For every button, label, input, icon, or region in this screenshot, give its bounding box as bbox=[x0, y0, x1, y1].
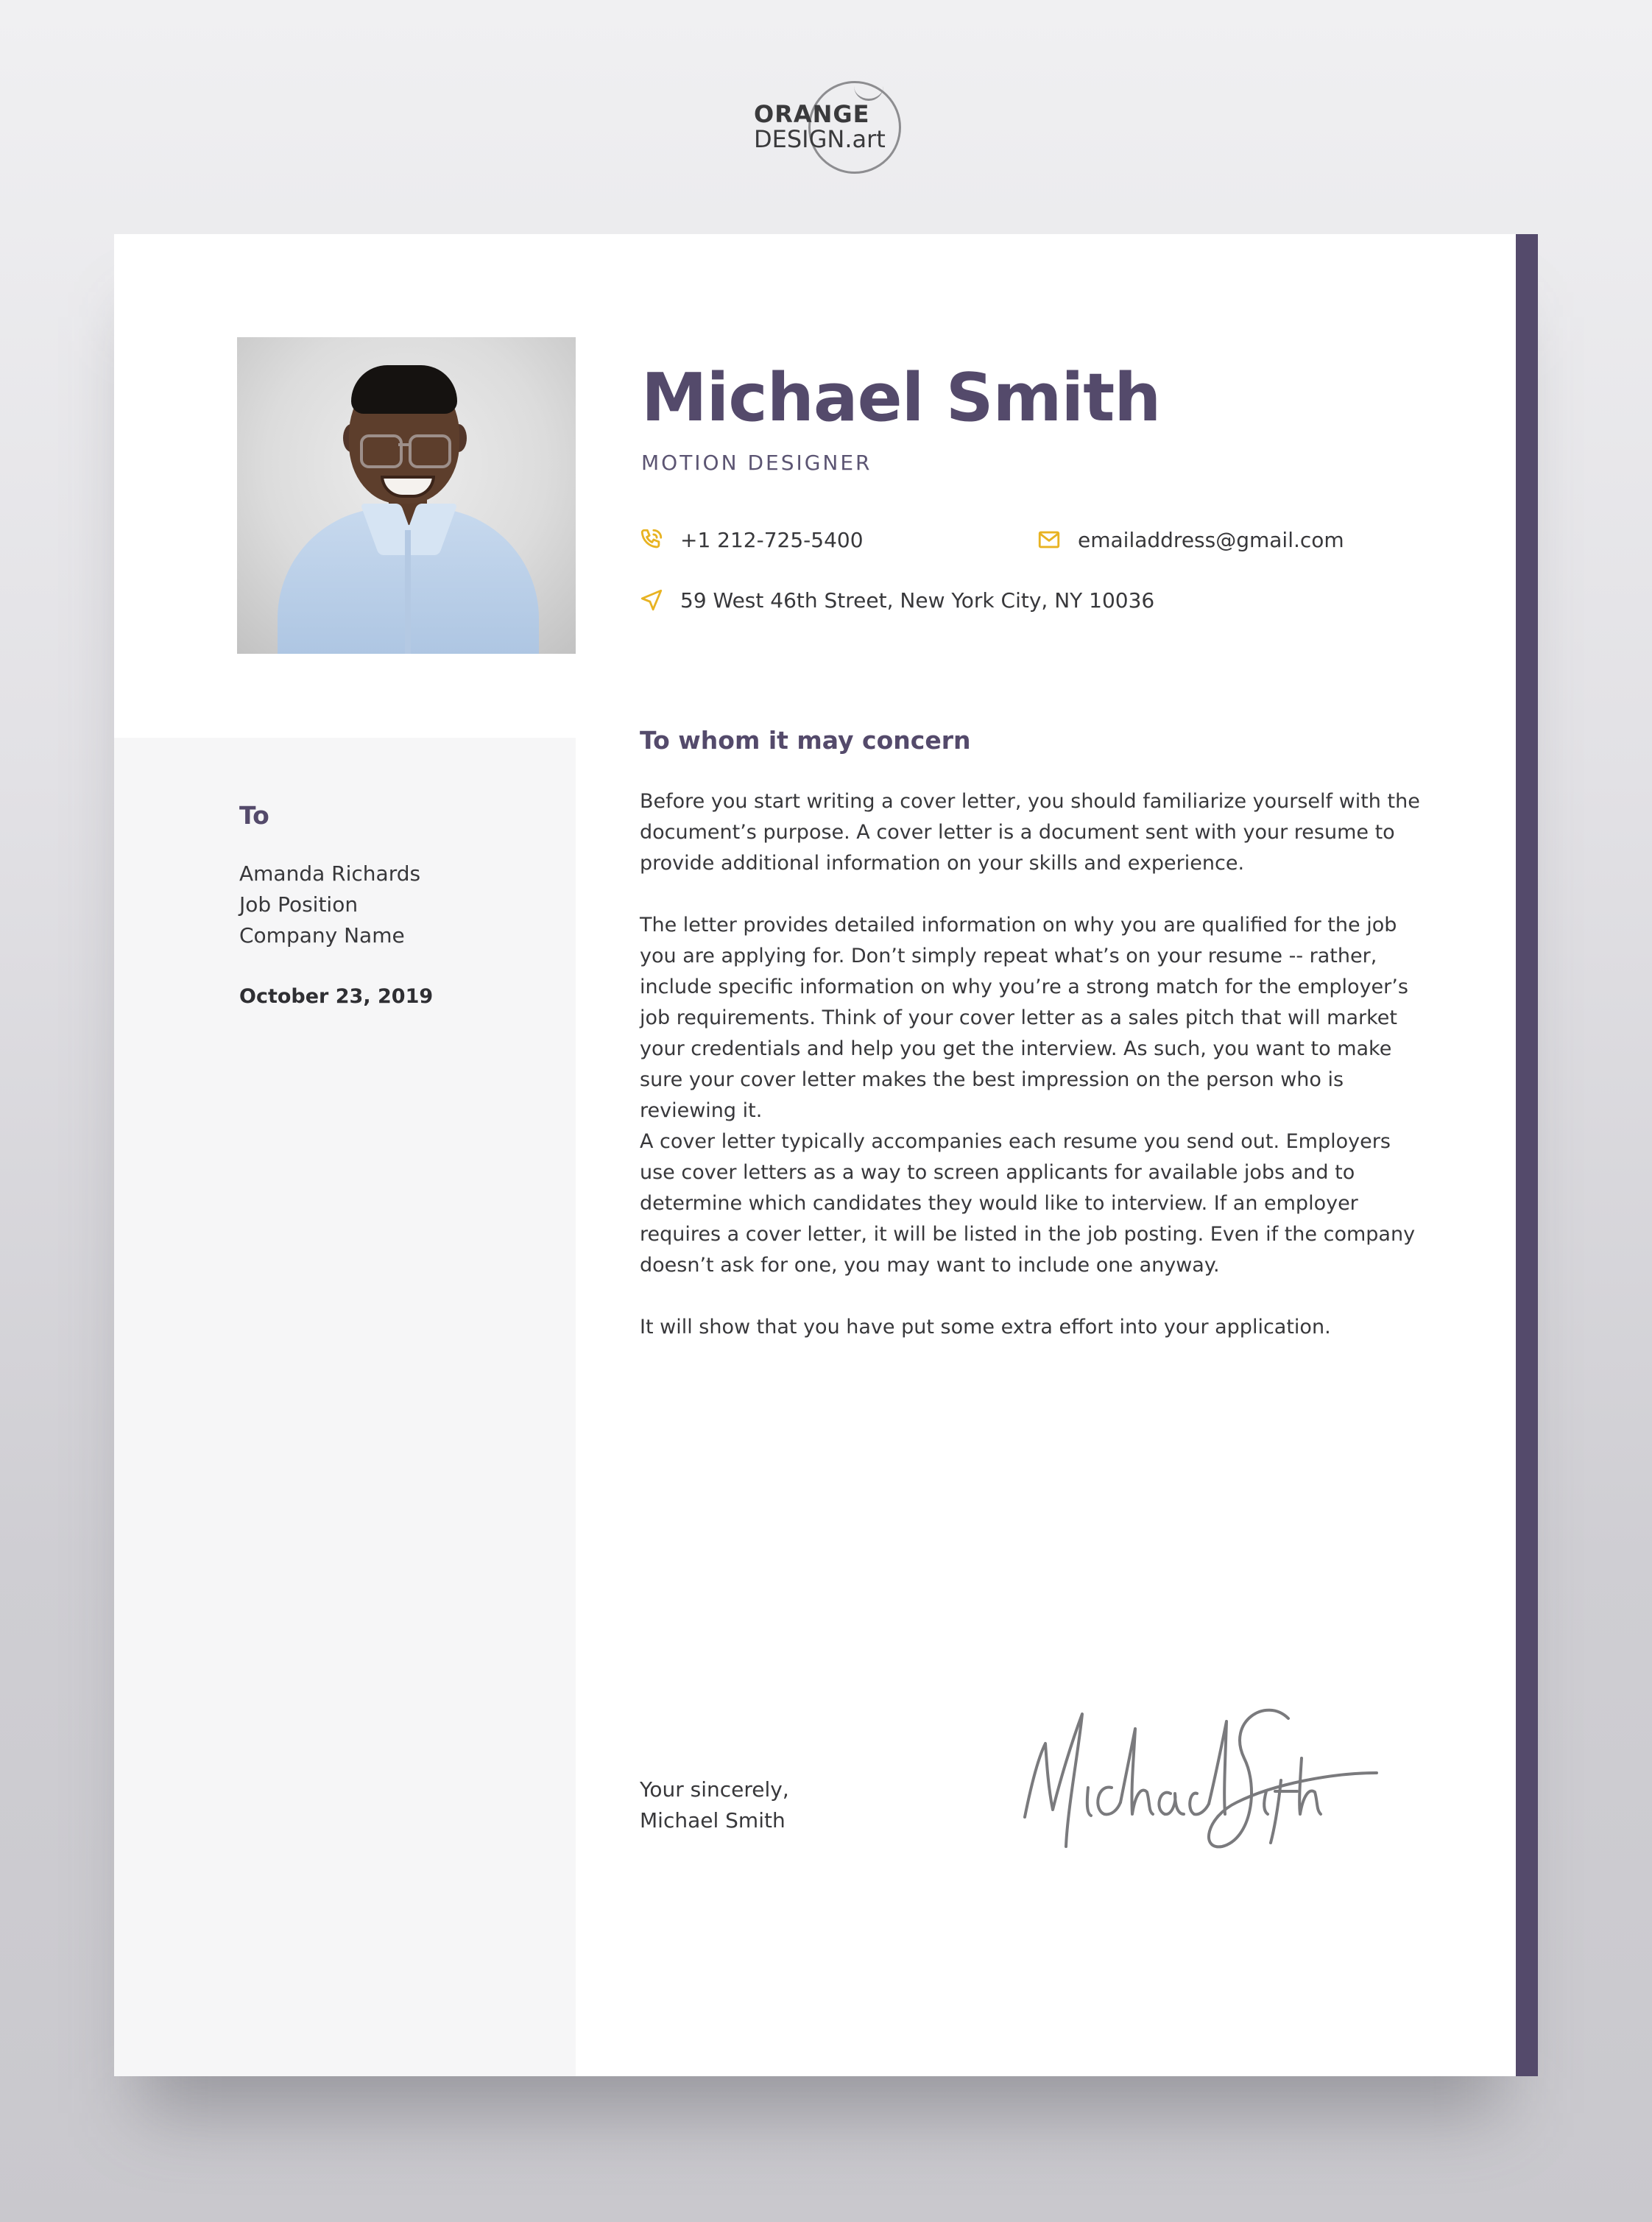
recipient-position: Job Position bbox=[239, 892, 359, 917]
accent-bar bbox=[1516, 234, 1538, 2076]
photo-hair bbox=[351, 365, 457, 414]
letter-paragraph: The letter provides detailed information on why you are qualified for the job you are applying for. Don’t simply repeat what’s on your resume -- rather, include specific information on why you’re a strong match for the employer’s job requirements. Think of your cover letter as a sales pitch that will market your credentials and help you get the interview. As such, you want to make sure your cover letter makes the best impression on the person who is reviewing it. bbox=[640, 914, 1408, 1122]
cover-letter-page bbox=[114, 234, 1538, 2076]
logo-word-design: DESIGN.art bbox=[754, 125, 886, 153]
phone-icon bbox=[639, 527, 664, 552]
handwritten-signature bbox=[1009, 1699, 1391, 1861]
photo-glasses-left bbox=[360, 434, 403, 468]
photo-glasses-right bbox=[409, 434, 451, 468]
recipient-name: Amanda Richards bbox=[239, 861, 421, 886]
location-arrow-icon bbox=[639, 588, 664, 613]
logo-word-orange: ORANGE bbox=[754, 100, 870, 128]
email-address[interactable]: emailaddress@gmail.com bbox=[1078, 527, 1344, 552]
contact-address bbox=[639, 588, 1154, 613]
letter-salutation: To whom it may concern bbox=[640, 726, 971, 755]
letter-date: October 23, 2019 bbox=[239, 985, 434, 1008]
applicant-name: Michael Smith bbox=[641, 359, 1161, 437]
letter-paragraph: It will show that you have put some extra effort into your application. bbox=[640, 1316, 1331, 1339]
applicant-title: MOTION DESIGNER bbox=[641, 451, 872, 475]
contact-email bbox=[1037, 527, 1344, 552]
closing-phrase: Your sincerely, bbox=[640, 1777, 789, 1802]
phone-number[interactable]: +1 212-725-5400 bbox=[680, 527, 864, 552]
photo-shirt-placket bbox=[405, 530, 411, 654]
contact-phone bbox=[639, 527, 864, 552]
closing-name: Michael Smith bbox=[640, 1808, 786, 1833]
street-address: 59 West 46th Street, New York City, NY 10036 bbox=[680, 588, 1155, 613]
letter-paragraph: Before you start writing a cover letter, you should familiarize yourself with the document’s purpose. A cover letter is a document sent with your resume to provide additional information on your skills and experience. bbox=[640, 790, 1420, 875]
profile-photo bbox=[237, 337, 576, 654]
letter-closing bbox=[640, 1774, 919, 1836]
letter-paragraph: A cover letter typically accompanies each resume you send out. Employers use cover letters as a way to screen applicants for available jobs and to determine which candidates they would like to interview. If an employer requires a cover letter, it will be listed in the job posting. Even if the company doesn’t ask for one, you may want to include one anyway. bbox=[640, 1130, 1416, 1277]
recipient-company: Company Name bbox=[239, 923, 405, 948]
photo-glasses-bridge bbox=[398, 443, 410, 446]
brand-logo bbox=[752, 78, 914, 178]
recipient-heading: To bbox=[239, 801, 269, 830]
envelope-icon bbox=[1037, 527, 1062, 552]
